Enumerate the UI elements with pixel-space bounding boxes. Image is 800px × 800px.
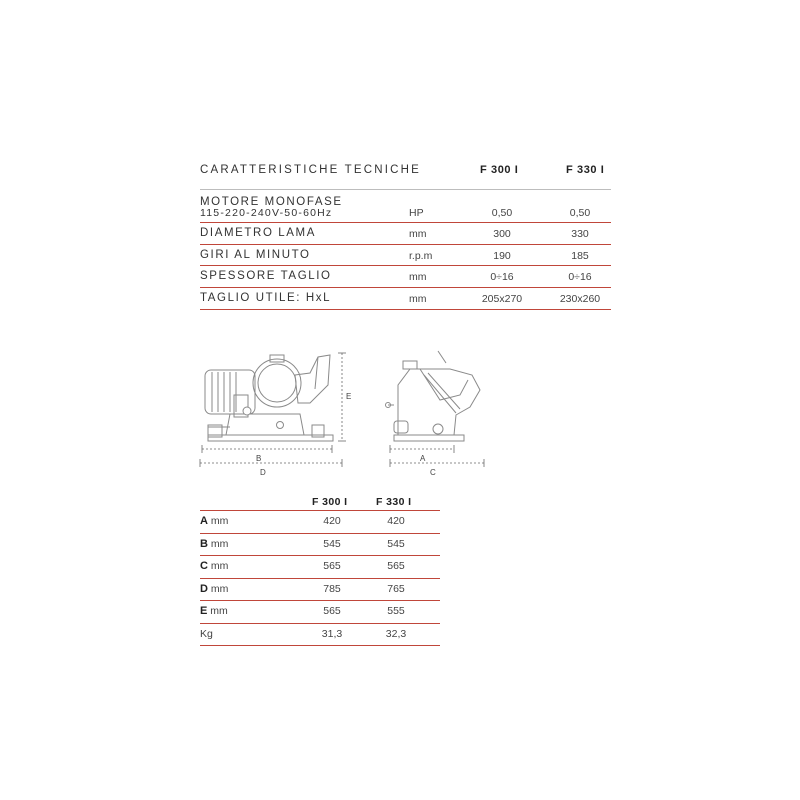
spec-value-model-2: 185 — [571, 249, 589, 262]
table-row — [200, 556, 440, 579]
spec-value-model-1: 300 — [493, 228, 511, 240]
front-view-drawing — [190, 345, 360, 485]
dimension-value-model-2: 545 — [387, 537, 405, 550]
dimension-value-model-1: 545 — [323, 537, 341, 550]
spec-label: MOTORE MONOFASE 115-220-240V-50-60Hz — [200, 196, 343, 219]
spec-label: TAGLIO UTILE: HxL — [200, 291, 332, 304]
model-header-1: F 300 I — [312, 496, 348, 508]
dim-label-d: D — [260, 468, 266, 477]
spec-unit: r.p.m — [409, 249, 433, 262]
dimension-value-model-2: 765 — [387, 582, 405, 595]
table-row — [200, 624, 440, 647]
spec-unit: mm — [409, 271, 427, 283]
model-header-1: F 300 I — [480, 164, 519, 176]
table-row — [200, 534, 440, 557]
dimension-label: D mm — [200, 582, 229, 595]
spec-label: SPESSORE TAGLIO — [200, 270, 332, 282]
table-row — [200, 245, 611, 267]
tech-specs-header — [200, 160, 611, 182]
dimension-value-model-1: 785 — [323, 582, 341, 595]
dimension-label: C mm — [200, 560, 229, 572]
model-header-2: F 330 I — [376, 496, 412, 508]
spec-label: GIRI AL MINUTO — [200, 248, 311, 261]
dimension-label: Kg — [200, 627, 213, 640]
dimension-value-model-1: 31,3 — [321, 627, 343, 640]
dim-label-c: C — [430, 468, 436, 477]
spec-value-model-1: 0,50 — [491, 207, 513, 219]
dimension-value-model-2: 555 — [387, 605, 405, 617]
spec-unit: mm — [409, 228, 427, 240]
dimension-value-model-1: 420 — [323, 515, 341, 527]
header-divider — [200, 189, 611, 190]
dimension-value-model-1: 565 — [323, 560, 341, 572]
model-header-2: F 330 I — [566, 164, 605, 176]
dimension-label: A mm — [200, 515, 229, 527]
table-row — [200, 601, 440, 624]
dim-label-a: A — [420, 454, 426, 463]
tech-specs-table — [200, 160, 611, 305]
dimension-value-model-2: 32,3 — [385, 627, 407, 640]
table-row — [200, 579, 440, 602]
spec-value-model-1: 0÷16 — [490, 271, 514, 283]
spec-value-model-1: 190 — [493, 249, 511, 262]
dim-label-b: B — [256, 454, 262, 463]
spec-value-model-2: 0÷16 — [568, 271, 592, 283]
dimension-value-model-1: 565 — [323, 605, 341, 617]
spec-value-model-2: 230x260 — [559, 292, 601, 305]
spec-unit: HP — [409, 207, 424, 219]
dimension-label: B mm — [200, 537, 229, 550]
spec-value-model-2: 330 — [571, 228, 589, 240]
tech-specs-title: CARATTERISTICHE TECNICHE — [200, 164, 422, 176]
table-row — [200, 223, 611, 245]
side-view-drawing — [380, 345, 500, 485]
spec-value-model-2: 0,50 — [569, 207, 591, 219]
table-row — [200, 510, 440, 534]
dim-label-e: E — [346, 392, 352, 401]
spec-unit: mm — [409, 292, 427, 305]
dimensions-table — [200, 492, 440, 646]
table-row — [200, 288, 611, 311]
table-row — [200, 266, 611, 288]
spec-label: DIAMETRO LAMA — [200, 227, 317, 239]
dimension-value-model-2: 420 — [387, 515, 405, 527]
dimension-value-model-2: 565 — [387, 560, 405, 572]
table-row — [200, 194, 611, 223]
dimensions-header — [200, 492, 440, 510]
spec-sublabel: 115-220-240V-50-60Hz — [200, 207, 333, 219]
spec-value-model-1: 205x270 — [481, 292, 523, 305]
dimension-label: E mm — [200, 605, 228, 617]
